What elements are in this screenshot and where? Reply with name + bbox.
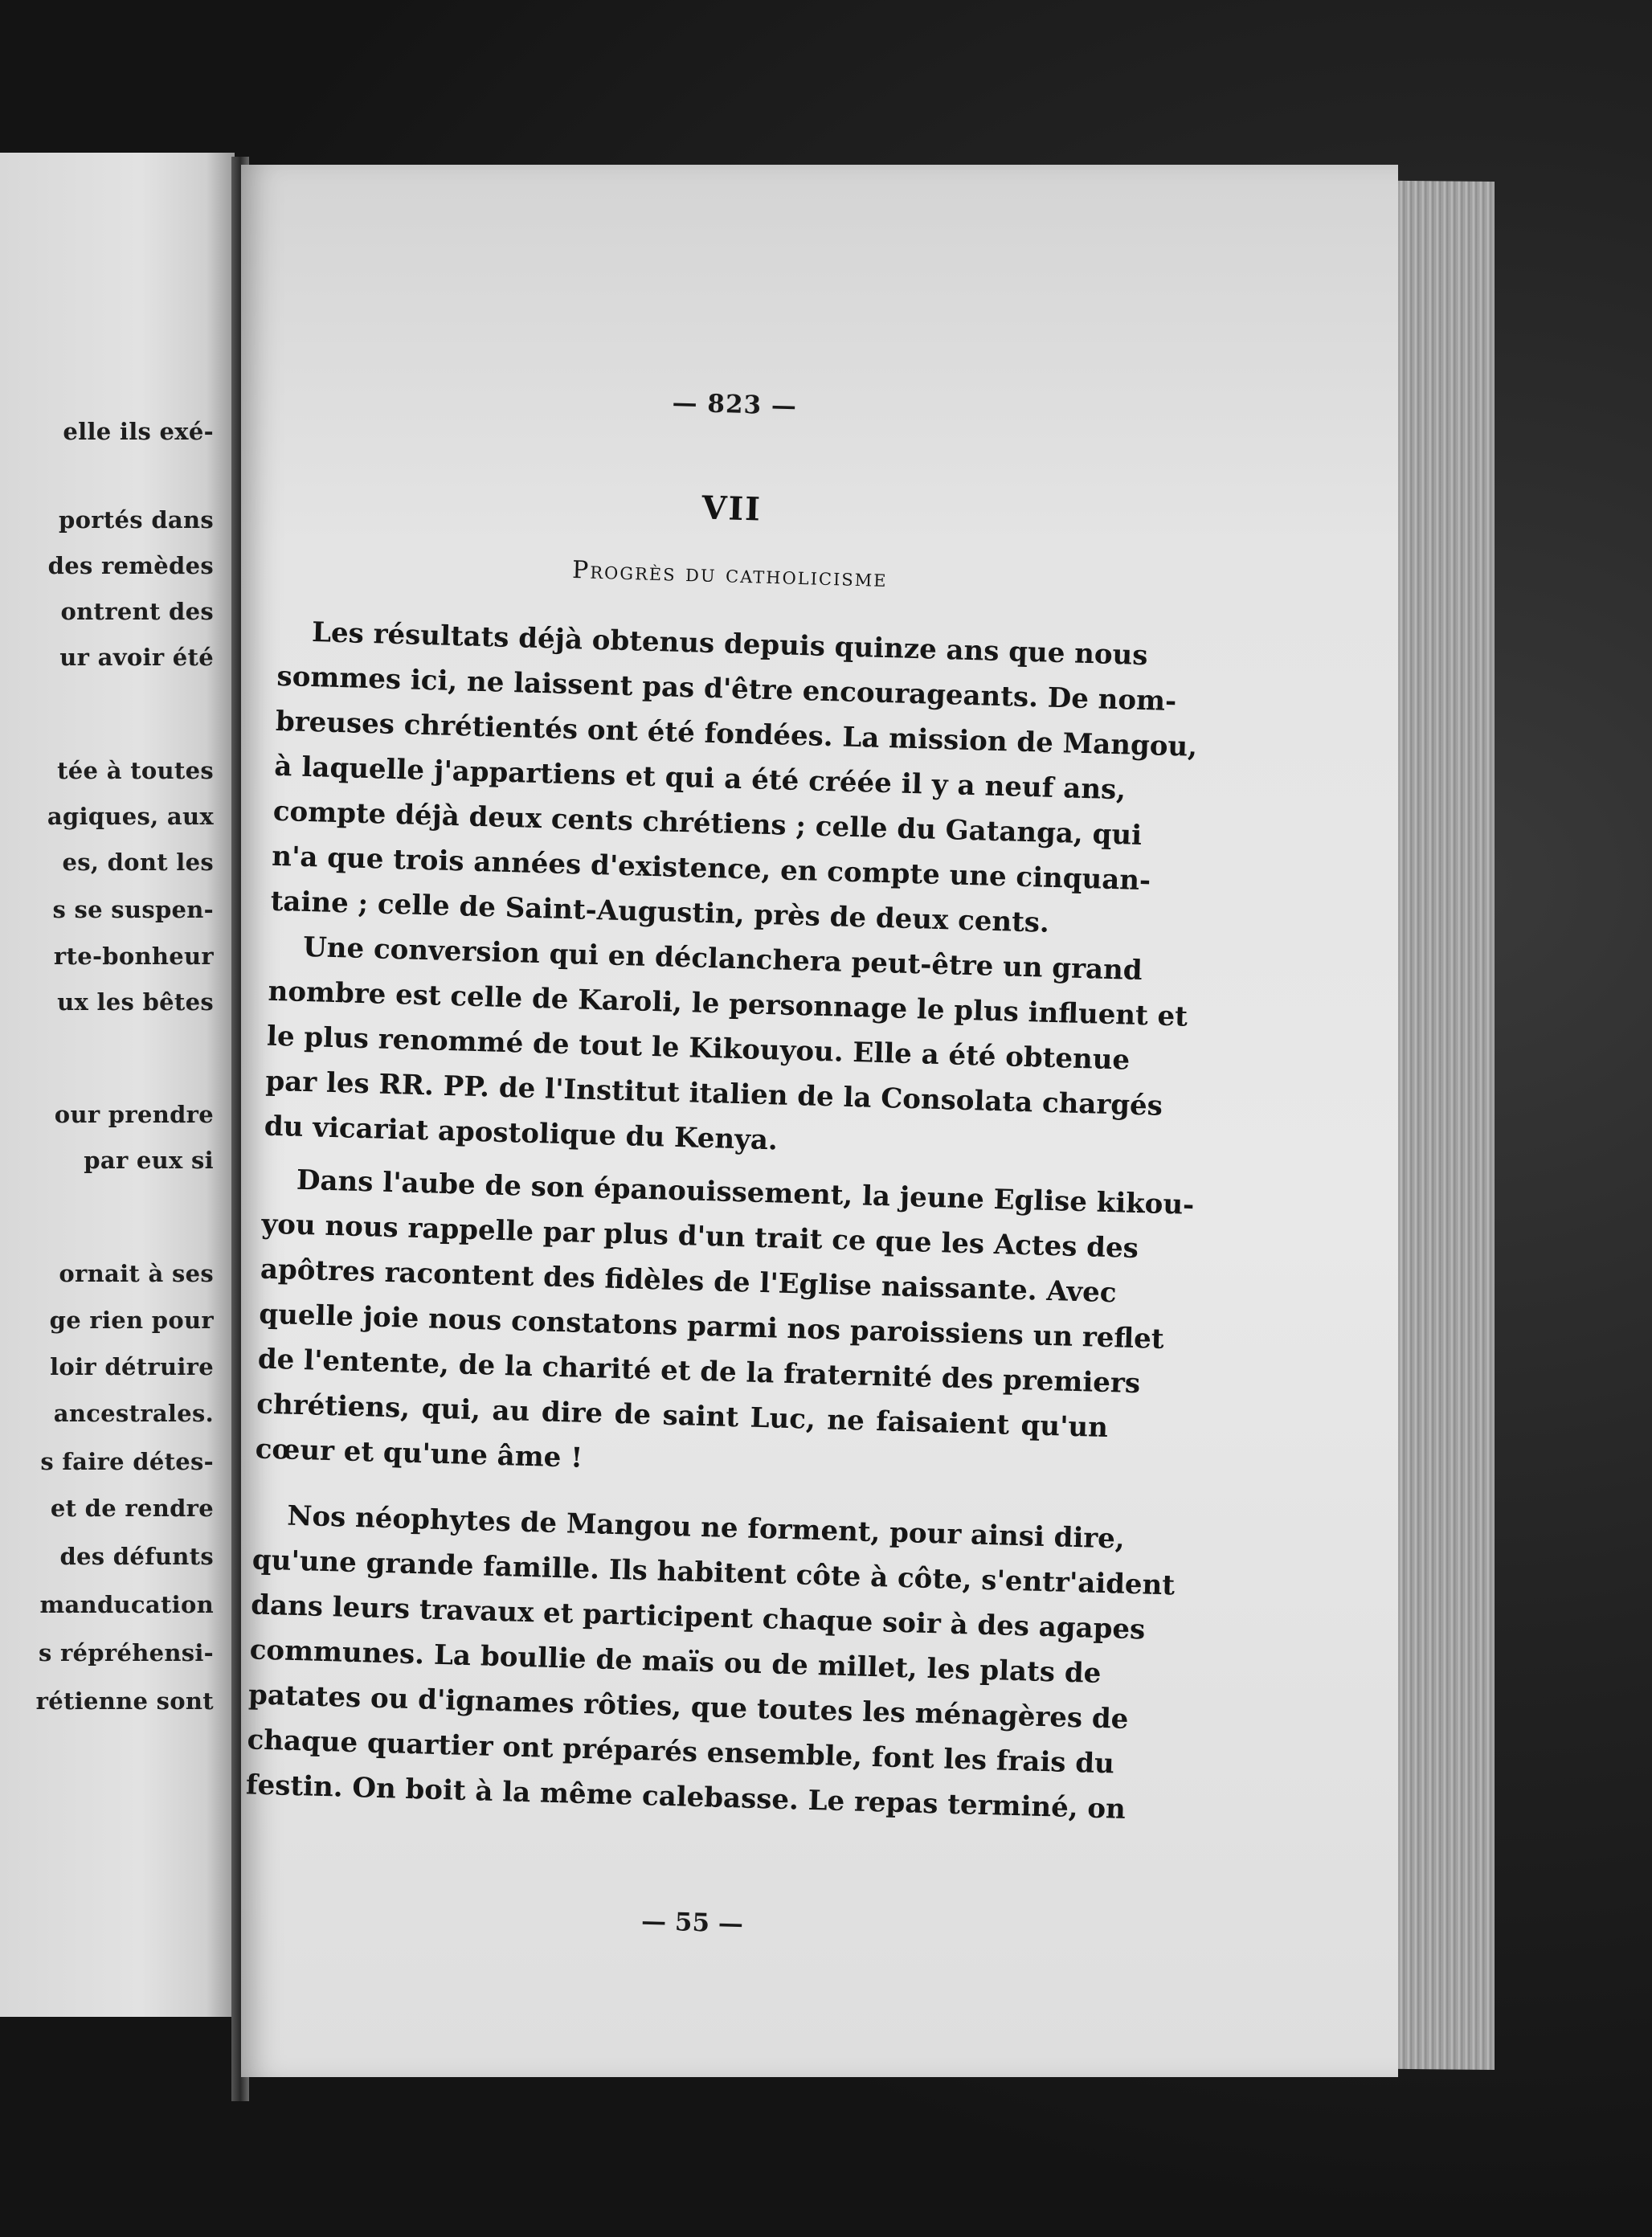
left-page-line: rétienne sont bbox=[35, 1687, 214, 1715]
paragraph-line: breuses chrétientés ont été fondées. La mission de Mangou, bbox=[275, 705, 1198, 763]
page-folio: — 55 — bbox=[640, 1907, 744, 1939]
paragraph-line: festin. On boit à la même calebasse. Le repas terminé, on bbox=[245, 1769, 1127, 1826]
paragraph-line: nombre est celle de Karoli, le personnage le plus influent et bbox=[268, 975, 1188, 1033]
left-page-line: et de rendre bbox=[50, 1495, 214, 1522]
paragraph-line: Dans l'aube de son épanouissement, la jeune Eglise kikou- bbox=[296, 1163, 1195, 1221]
paragraph-line: communes. La boullie de maïs ou de millet, les plats de bbox=[249, 1634, 1102, 1690]
left-page-line: our prendre bbox=[54, 1101, 214, 1128]
paragraph-line: compte déjà deux cents chrétiens ; celle du Gatanga, qui bbox=[272, 795, 1143, 852]
paragraph-line: Les résultats déjà obtenus depuis quinze ans que nous bbox=[311, 616, 1149, 673]
paragraph-line: par les RR. PP. de l'Institut italien de la Consolata chargés bbox=[264, 1065, 1163, 1123]
paragraph-line: sommes ici, ne laissent pas d'être encourageants. De nom- bbox=[276, 660, 1177, 718]
paragraph-line: à laquelle j'appartiens et qui a été créée il y a neuf ans, bbox=[273, 750, 1127, 807]
paragraph-line: Une conversion qui en déclanchera peut-être un grand bbox=[302, 930, 1143, 988]
paragraph-line: du vicariat apostolique du Kenya. bbox=[264, 1110, 779, 1157]
right-page-text bbox=[241, 378, 1198, 1994]
left-page-line: ge rien pour bbox=[49, 1307, 214, 1334]
left-page-line: s se suspen- bbox=[52, 896, 214, 923]
left-page-line: rte-bonheur bbox=[53, 943, 214, 970]
left-page bbox=[0, 153, 235, 2017]
paragraph-line: apôtres racontent des fidèles de l'Eglise naissante. Avec bbox=[260, 1253, 1118, 1310]
left-page-line: ornait à ses bbox=[59, 1260, 214, 1287]
left-page-line: ur avoir été bbox=[59, 644, 214, 671]
paragraph-line: quelle joie nous constatons parmi nos paroissiens un reflet bbox=[258, 1298, 1165, 1356]
paragraph-line: Nos néophytes de Mangou ne forment, pour ainsi dire, bbox=[286, 1499, 1126, 1556]
left-page-line: manducation bbox=[39, 1591, 214, 1618]
left-page-line: es, dont les bbox=[62, 849, 214, 876]
paragraph-line: taine ; celle de Saint-Augustin, près de deux cents. bbox=[270, 885, 1050, 939]
paragraph-line: you nous rappelle par plus d'un trait ce que les Actes des bbox=[261, 1208, 1139, 1266]
paragraph-line: cœur et qu'une âme ! bbox=[255, 1433, 583, 1474]
left-page-line: ancestrales. bbox=[53, 1400, 214, 1427]
left-page-line: loir détruire bbox=[50, 1353, 214, 1380]
left-page-line: ontrent des bbox=[60, 598, 214, 625]
paragraph-line: chrétiens, qui, au dire de saint Luc, ne faisaient qu'un bbox=[256, 1388, 1109, 1445]
paragraph-line: de l'entente, de la charité et de la fraternité des premiers bbox=[257, 1343, 1141, 1401]
left-page-line: elle ils exé- bbox=[63, 418, 214, 445]
paragraph-line: dans leurs travaux et participent chaque soir à des agapes bbox=[250, 1589, 1146, 1646]
left-page-line: s faire détes- bbox=[40, 1448, 214, 1475]
left-page-line: s répréhensi- bbox=[38, 1639, 214, 1667]
paragraph-line: qu'une grande famille. Ils habitent côte à côte, s'entr'aident bbox=[251, 1544, 1176, 1602]
left-page-line: agiques, aux bbox=[47, 803, 214, 830]
left-page-line: portés dans bbox=[59, 506, 214, 534]
left-page-line: des remèdes bbox=[47, 552, 214, 579]
left-page-line: ux les bêtes bbox=[57, 988, 214, 1016]
paragraph-line: patates ou d'ignames rôties, que toutes les ménagères de bbox=[247, 1679, 1129, 1736]
left-page-line: par eux si bbox=[84, 1147, 214, 1174]
section-title: Progrès du catholicisme bbox=[571, 556, 889, 594]
chapter-number: VII bbox=[701, 489, 763, 529]
running-head: — 823 — bbox=[672, 388, 798, 421]
paragraph-line: n'a que trois années d'existence, en compte une cinquan- bbox=[271, 840, 1151, 898]
paragraph-line: le plus renommé de tout le Kikouyou. Elle a été obtenue bbox=[266, 1020, 1131, 1077]
paragraph-line: chaque quartier ont préparés ensemble, font les frais du bbox=[247, 1724, 1115, 1781]
left-page-line: des défunts bbox=[59, 1543, 214, 1570]
left-page-line: tée à toutes bbox=[57, 757, 214, 784]
